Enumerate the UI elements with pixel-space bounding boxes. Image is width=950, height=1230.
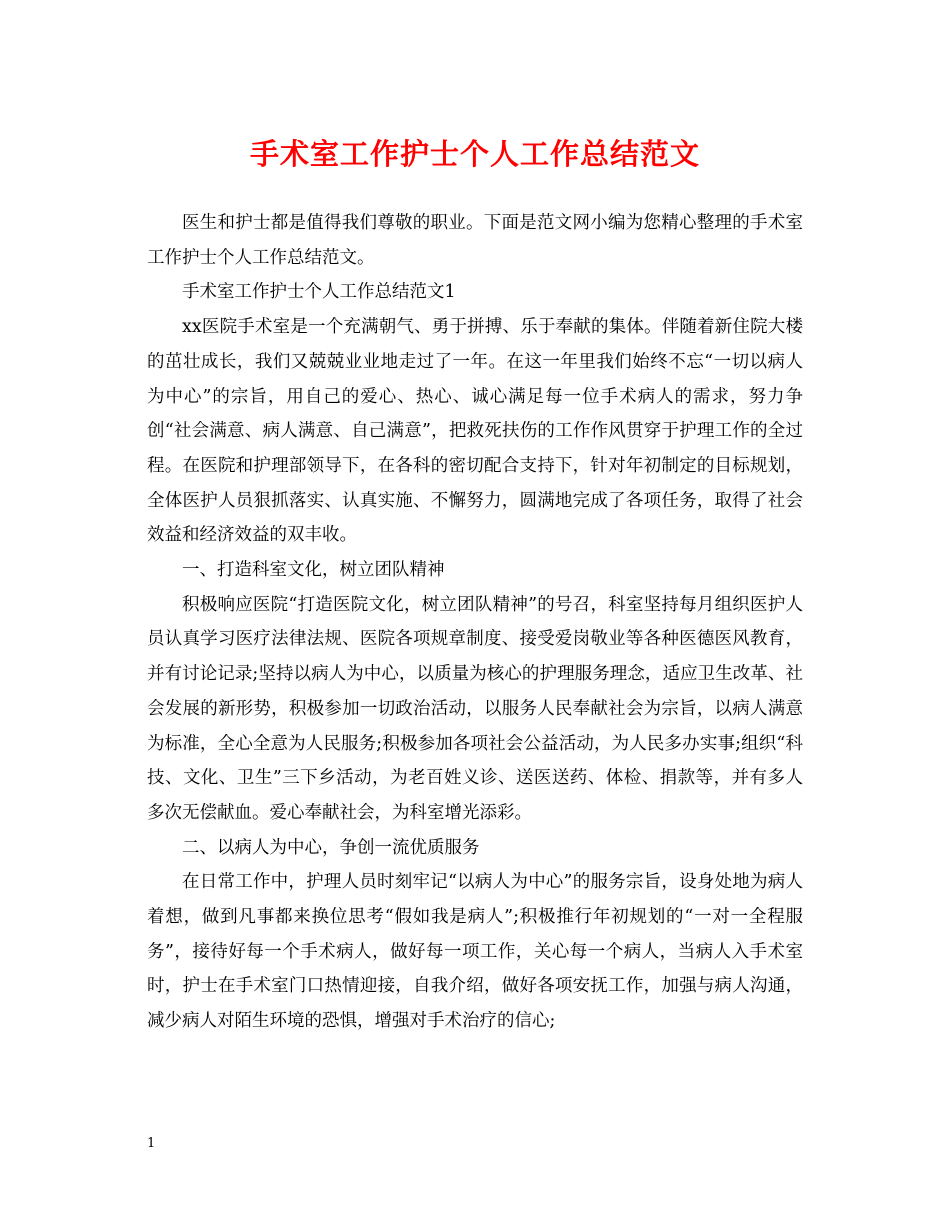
section-heading-service: 二、以病人为中心，争创一流优质服务 — [182, 837, 480, 858]
document-body — [147, 206, 803, 1039]
overview-paragraph: xx医院手术室是一个充满朝气、勇于拼搏、乐于奉献的集体。伴随着新住院大楼的茁壮成长，我们又兢兢业业地走过了一年。在这一年里我们始终不忘“一切以病人为中心”的宗旨，用自己的爱心、热心、诚心满足每一位手术病人的需求，努力争创“社会满意、病人满意、自己满意”，把救死扶伤的工作作风贯穿于护理工作的全过程。在医院和护理部领导下，在各科的密切配合支持下，针对年初制定的目标规划，全体医护人员狠抓落实、认真实施、不懈努力，圆满地完成了各项任务，取得了社会效益和经济效益的双丰收。 — [147, 317, 803, 546]
sample-heading: 手术室工作护士个人工作总结范文1 — [182, 282, 456, 303]
culture-paragraph: 积极响应医院“打造医院文化，树立团队精神”的号召，科室坚持每月组织医护人员认真学习医疗法律法规、医院各项规章制度、接受爱岗敬业等各种医德医风教育，并有讨论记录;坚持以病人为中心，以质量为核心的护理服务理念，适应卫生改革、社会发展的新形势，积极参加一切政治活动，以服务人民奉献社会为宗旨，以病人满意为标准，全心全意为人民服务;积极参加各项社会公益活动，为人民多办实事;组织“科技、文化、卫生”三下乡活动，为老百姓义诊、送医送药、体检、捐款等，并有多人多次无偿献血。爱心奉献社会，为科室增光添彩。 — [147, 594, 803, 823]
section-heading-culture: 一、打造科室文化，树立团队精神 — [182, 560, 445, 581]
intro-paragraph: 医生和护士都是值得我们尊敬的职业。下面是范文网小编为您精心整理的手术室工作护士个人工作总结范文。 — [147, 213, 803, 268]
page-number: 1 — [147, 1136, 156, 1151]
service-paragraph: 在日常工作中，护理人员时刻牢记“以病人为中心”的服务宗旨，设身处地为病人着想，做到凡事都来换位思考“假如我是病人”;积极推行年初规划的“一对一全程服务”，接待好每一个手术病人，做好每一项工作，关心每一个病人，当病人入手术室时，护士在手术室门口热情迎接，自我介绍，做好各项安抚工作，加强与病人沟通，减少病人对陌生环境的恐惧，增强对手术治疗的信心; — [147, 872, 803, 1032]
document-title: 手术室工作护士个人工作总结范文 — [249, 137, 700, 171]
